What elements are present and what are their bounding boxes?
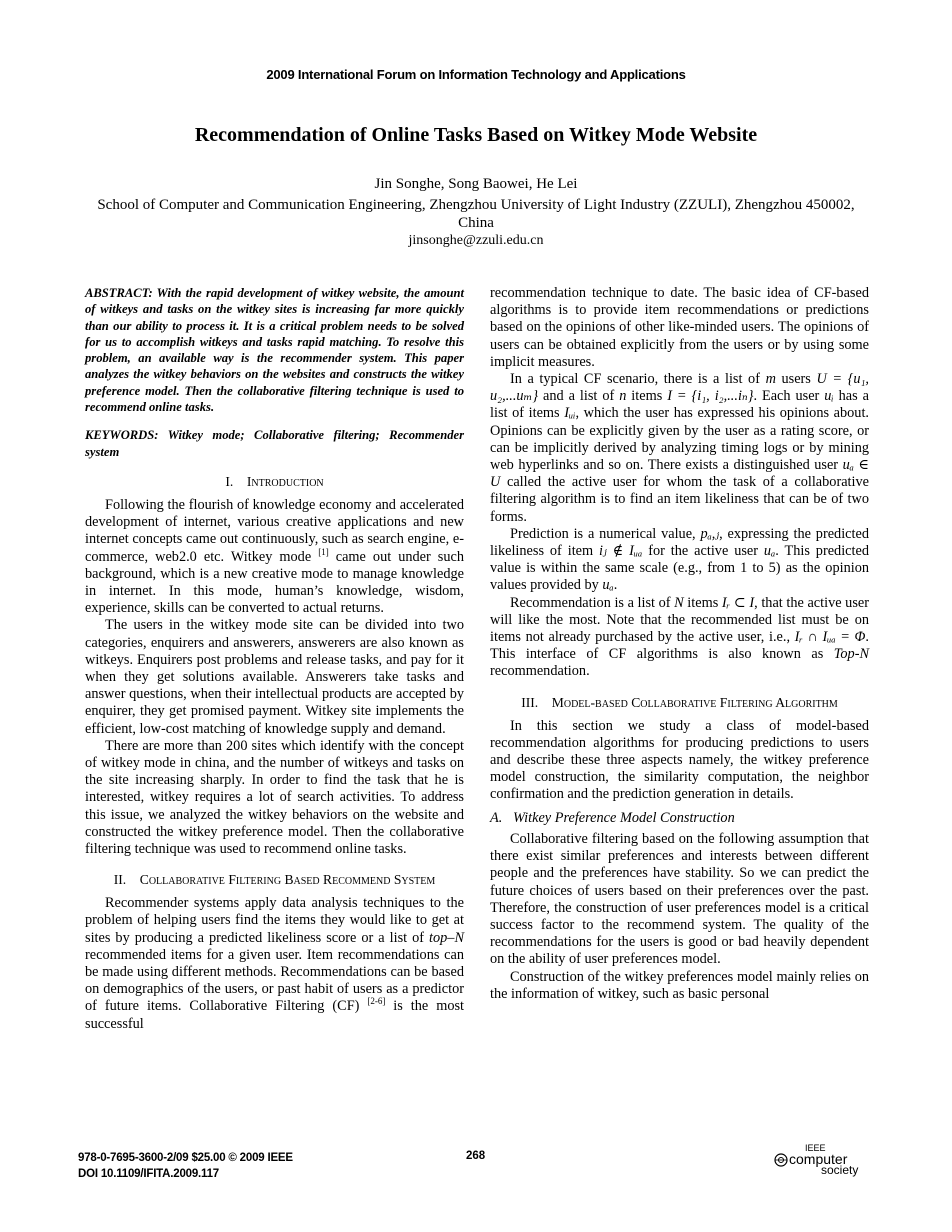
footer-copyright bbox=[78, 1150, 293, 1182]
ieee-computer-society-logo bbox=[774, 1144, 874, 1178]
footer-isbn: 978-0-7695-3600-2/09 $25.00 © 2009 IEEE bbox=[78, 1152, 293, 1164]
paragraph: Construction of the witkey preferences model mainly relies on the information of witkey, such as basic personal bbox=[490, 968, 869, 1002]
logo-ieee-text: IEEE bbox=[805, 1143, 826, 1153]
equation: uₐ bbox=[763, 543, 776, 560]
keywords-label: KEYWORDS: bbox=[85, 428, 159, 443]
paragraph: Prediction is a numerical value, pₐ,ⱼ, expressing the predicted likeliness of item iⱼ ∉ Iᵤₐ for the active user uₐ. This predicted value is within the same scale (e.g., from 1 to 5) as the opinion values provided by uₐ. bbox=[490, 525, 869, 594]
paragraph: In a typical CF scenario, there is a list of m users U = {u₁, u₂,...uₘ} and a list of n items I = {i₁, i₂,...iₙ}. Each user uᵢ has a list of items Iᵤᵢ, which the user has expressed his opinions about. Opinions can be explicitly given by the user as a rating score, or can be implicitly derived by analyzing timing logs or by mining web hyperlinks and so on. There exists a distinguished user uₐ ∈ U called the active user for whom the task of a collaborative filtering algorithm is to find an item likeliness that can be of two forms. bbox=[490, 371, 870, 525]
paragraph: In this section we study a class of model-based recommendation algorithms for producing predictions to users and describe these three aspects namely, the witkey preference model construction, the similarity computation, the neighbor confirmation and the prediction generation in details. bbox=[490, 717, 869, 803]
section-title: Collaborative Filtering Based Recommend System bbox=[139, 872, 436, 888]
affiliation: School of Computer and Communication Engineering, Zhengzhou University of Light Industry (ZZULI), Zhengzhou 450002, China bbox=[97, 197, 855, 231]
section-number: II. bbox=[113, 872, 127, 888]
paragraph: The users in the witkey mode site can be divided into two categories, enquirers and answerers, answerers are also known as witkeys. Enquirers post problems and release tasks, and pay for it when they get solutions available. Answerers take tasks and answer questions, when their intellectual products are accepted by enquirer, they get promised payment. Witkey site implements the efficient, low-cost matching of knowledge supply and demand. bbox=[85, 617, 464, 737]
citation: [2-6] bbox=[367, 996, 386, 1007]
section-heading-3 bbox=[490, 694, 869, 711]
equation: uᵢ bbox=[824, 388, 834, 405]
equation: iⱼ ∉ Iᵤₐ bbox=[599, 543, 643, 560]
left-column bbox=[85, 285, 464, 1033]
right-column bbox=[490, 285, 869, 1003]
paragraph: Recommender systems apply data analysis techniques to the problem of helping users find the items they would like to get at sites by producing a predicted likeliness score or a list of top–N recommended items for a given user. Item recommendations can be made using different methods. Recommendations can be based on demographics of the users, or past habit of users as a predictor of future items. Collaborative Filtering (CF) [2-6] is the most successful bbox=[85, 895, 465, 1032]
logo-society-text: society bbox=[821, 1163, 859, 1177]
section-heading-2 bbox=[85, 871, 464, 888]
paragraph: There are more than 200 sites which identify with the concept of witkey mode in china, and the number of witkeys and tasks on the site increasing sharply. In order to find the task that he is interested, witkey requires a lot of search activities. To address this issue, we analyzed the witkey behaviors on the website and constructed the witkey preference model. Then the collaborative filtering technique was used to recommend online tasks. bbox=[85, 737, 464, 858]
equation: U = {u₁, u₂,...uₘ} bbox=[490, 371, 870, 405]
paragraph: Collaborative filtering based on the following assumption that there exist similar preferences and interests between different people and the preferences have stability. So we can predict the future choices of users based on their preferences over the past. Therefore, the construction of user preferences model is a critical success factor to the recommend system. The quality of the recommendations for the users is good or bad heavily dependent on the ability of user preferences model. bbox=[490, 830, 869, 968]
section-number: I. bbox=[225, 473, 234, 489]
equation: Iᵣ ∩ Iᵤₐ = Φ bbox=[794, 629, 866, 646]
author-email[interactable]: jinsonghe@zzuli.edu.cn bbox=[408, 233, 544, 248]
abstract: ABSTRACT: With the rapid development of witkey website, the amount of witkeys and tasks on the witkey sites is increasing far more quickly than our ability to process it. It is a critical problem needs to be solved for us to accomplish witkeys and tasks rapid matching. To resolve this problem, an available way is the recommender system. This paper analyzes the witkey behaviors on the websites and constructs the witkey preference model. Then the collaborative filtering technique is used to recommend online tasks. bbox=[85, 286, 464, 415]
section-number: III. bbox=[521, 694, 539, 710]
equation: I = {i₁, i₂,...iₙ} bbox=[667, 388, 754, 405]
page-number: 268 bbox=[466, 1150, 486, 1162]
equation: uₐ bbox=[602, 577, 614, 594]
section-title: Model-based Collaborative Filtering Algorithm bbox=[551, 694, 838, 710]
footer-doi[interactable]: DOI 10.1109/IFITA.2009.117 bbox=[78, 1168, 219, 1180]
paragraph: Following the flourish of knowledge economy and accelerated development of internet, various creative applications and new internet concepts came out continuously, such as search engine, e-commerce, web2.0 etc. Witkey mode [1] came out under such background, which is a new creative mode to manage knowledge in internet. In this mode, human’s knowledge, wisdom, experience, skills can be converted to actual returns. bbox=[85, 496, 465, 617]
keywords-text: Witkey mode; Collaborative filtering; Recommender system bbox=[85, 428, 464, 459]
logo-computer-text: computer bbox=[789, 1151, 848, 1167]
authors: Jin Songhe, Song Baowei, He Lei bbox=[374, 176, 578, 192]
conference-header: 2009 International Forum on Information Technology and Applications bbox=[266, 67, 686, 82]
equation: pₐ,ⱼ bbox=[700, 525, 720, 542]
subsection-heading: A. Witkey Preference Model Construction bbox=[490, 809, 735, 826]
equation: uₐ ∈ U bbox=[490, 457, 870, 491]
citation: [1] bbox=[318, 546, 329, 557]
section-title: Introduction bbox=[246, 473, 324, 489]
paper-title: Recommendation of Online Tasks Based on Witkey Mode Website bbox=[194, 124, 758, 146]
equation: Iᵤᵢ bbox=[564, 405, 576, 422]
paragraph: recommendation technique to date. The basic idea of CF-based algorithms is to provide item recommendations or predictions based on the opinions of other like-minded users. The opinions of users can be obtained explicitly from the users or by using some implicit measures. bbox=[490, 285, 869, 370]
equation: Iᵣ ⊂ I bbox=[721, 594, 755, 611]
ieee-logo-icon bbox=[774, 1153, 788, 1167]
section-heading-1 bbox=[85, 473, 464, 490]
keywords bbox=[85, 427, 464, 460]
paragraph: Recommendation is a list of N items Iᵣ ⊂ I, that the active user will like the most. Note that the recommended list must be on items not already purchased by the active user, i.e., Iᵣ ∩ Iᵤₐ = Φ. This interface of CF algorithms is also known as Top-N recommendation. bbox=[490, 594, 869, 680]
